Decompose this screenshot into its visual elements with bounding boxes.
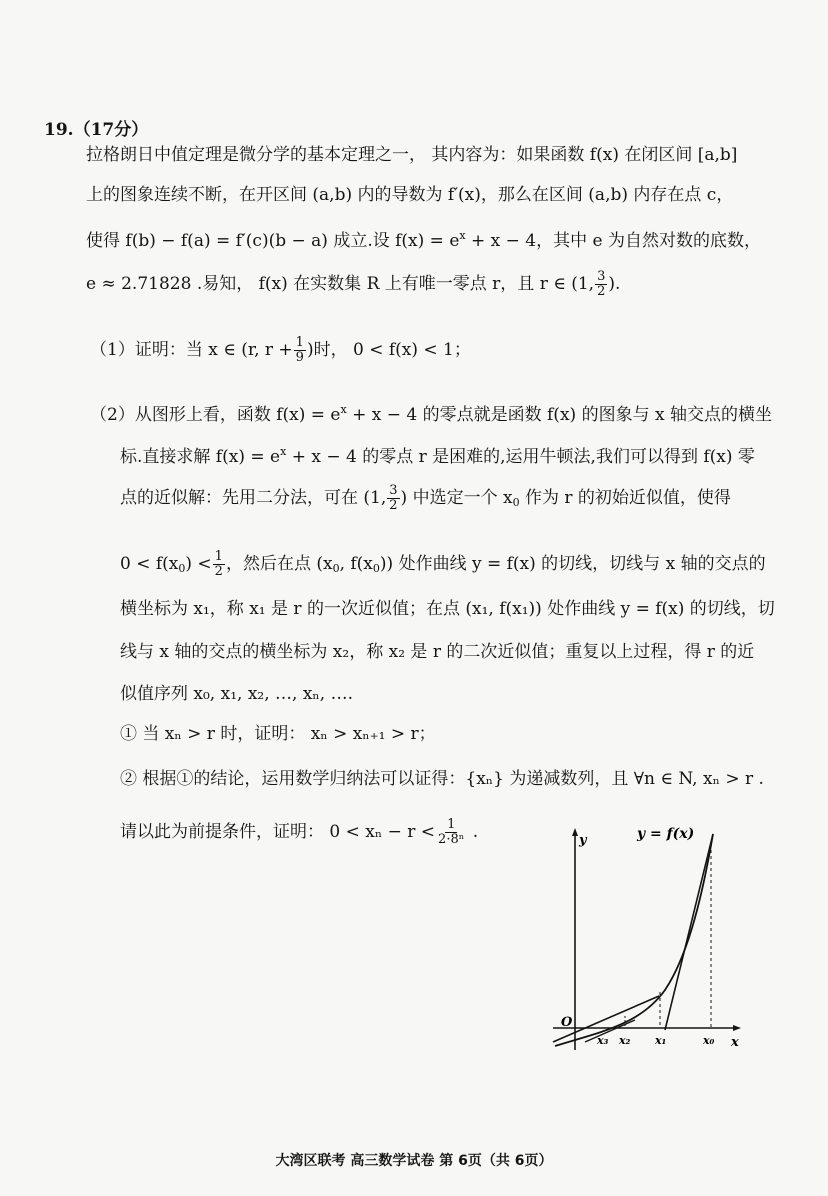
part2-line-2: 标.直接求解 $f(x) = e^x + x - 4$ 的零点 r 是困难的,运用牛顿法,我们可以得到 f(x) 零 (120, 445, 755, 467)
x-axis-label: x (731, 1035, 739, 1050)
page-footer: 大湾区联考 高三数学试卷 第 6页（共 6页） (275, 1153, 553, 1169)
newton-method-graph (545, 820, 745, 1060)
claim-1: ① 当 xₙ > r 时，证明： xₙ > xₙ₊₁ > r； (120, 724, 436, 744)
part1-statement: （1）证明：当 x ∈ (r, r + $\frac{1}{9}$ )时， 0 < f(x) < 1； (90, 335, 471, 365)
part2-line-6: 线与 x 轴的交点的横坐标为 x₂，称 x₂ 是 r 的二次近似值；重复以上过程，得 r 的近 (120, 642, 755, 662)
part2-line-7: 似值序列 x₀, x₁, x₂, …, xₙ, …. (120, 684, 353, 704)
claim-2: ② 根据①的结论，运用数学归纳法可以证得：{xₙ} 为递减数列，且 ∀n ∈ N, xₙ > r . (120, 769, 764, 789)
part2-line-4: $0 < f(x_0)$ < $\frac{1}{2}$ ，然后在点 ($x_0$, $f(x_0)$) 处作曲线 y = f(x) 的切线，切线与 x 轴的交点的 (120, 549, 766, 579)
intro-line-1: 拉格朗日中值定理是微分学的基本定理之一， 其内容为：如果函数 f(x) 在闭区间 [a,b] (86, 145, 738, 165)
part2-line-1: （2）从图形上看，函数 $f(x) = e^x + x - 4$ 的零点就是函数 f(x) 的图象与 x 轴交点的横坐 (90, 403, 772, 425)
part2-line-5: 横坐标为 x₁，称 x₁ 是 r 的一次近似值；在点 (x₁, f(x₁)) 处作曲线 y = f(x) 的切线，切 (120, 599, 775, 619)
y-axis-label: y (579, 833, 587, 848)
intro-line-2: 上的图象连续不断，在开区间 (a,b) 内的导数为 f′(x)，那么在区间 (a,b) 内存在点 c， (86, 185, 734, 205)
claim-3: 请以此为前提条件，证明： 0 < xₙ − r < $\frac{1}{\text{2·8ⁿ}}$ . (120, 817, 479, 847)
tangent-line-x0 (665, 834, 713, 1030)
x-axis-arrow (733, 1025, 741, 1031)
problem-number: 19.（17分） (44, 120, 149, 140)
curve-label: y = f(x) (637, 826, 695, 842)
intro-line-4: e ≈ 2.71828 .易知， f(x) 在实数集 R 上有唯一零点 r，且 r ∈ (1, $\frac{3}{2}$ ). (86, 269, 621, 299)
tick-x0: x₀ (703, 1034, 715, 1047)
y-axis-arrow (572, 828, 578, 836)
intro-line-3: 使得 f(b) − f(a) = f′(c)(b − a) 成立.设 $f(x) = e^x + x - 4$，其中 e 为自然对数的底数， (86, 229, 761, 251)
tick-x3: x₃ (597, 1034, 609, 1047)
part2-line-3: 点的近似解：先用二分法，可在 (1, $\frac{3}{2}$ ) 中选定一个 $x_0$ 作为 r 的初始近似值，使得 (120, 483, 731, 513)
origin-label: O (561, 1015, 573, 1030)
function-curve (555, 834, 713, 1046)
tick-x2: x₂ (619, 1034, 631, 1047)
tick-x1: x₁ (655, 1034, 667, 1047)
